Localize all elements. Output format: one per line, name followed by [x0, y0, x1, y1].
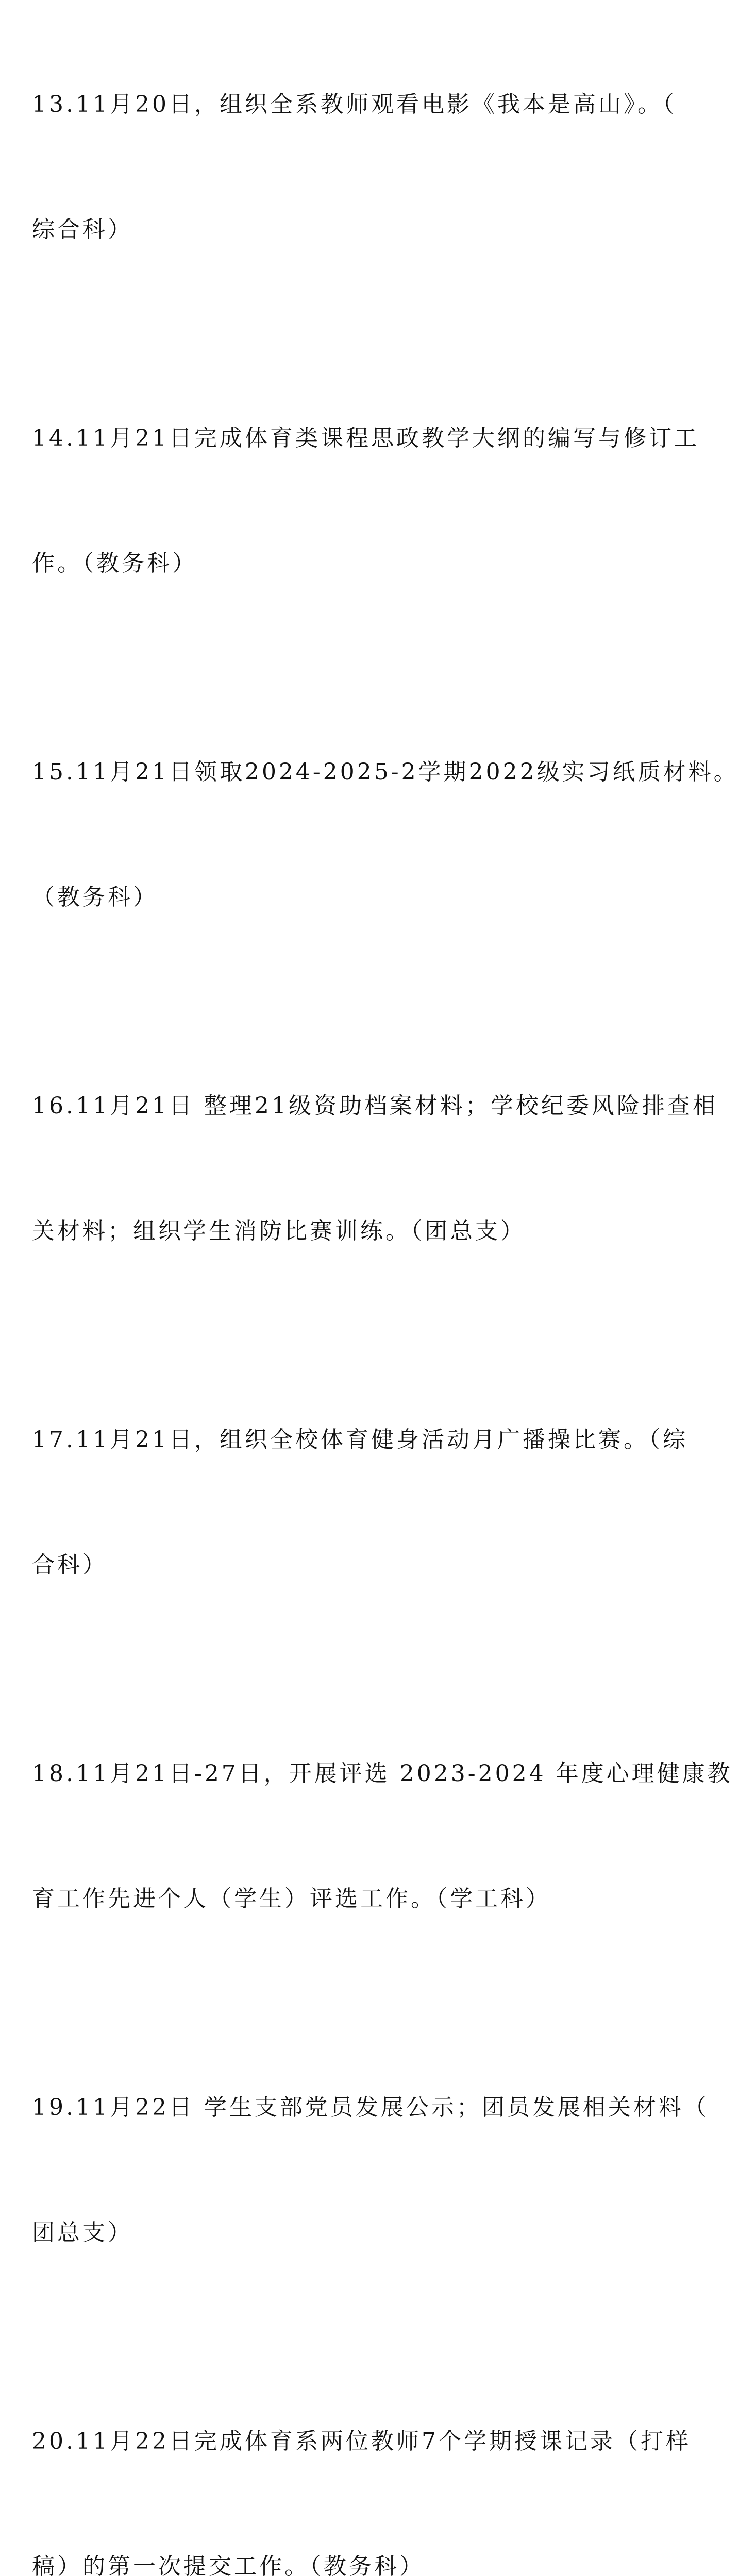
- list-item-14: [32, 334, 699, 668]
- item-line: 19.11月22日 学生支部党员发展公示；团员发展相关材料（: [32, 2094, 709, 2121]
- item-line: 稿）的第一次提交工作。（教务科）: [32, 2553, 425, 2576]
- list-item-15: [32, 668, 739, 1002]
- item-line: 17.11月21日，组织全校体育健身活动月广播操比赛。（综: [32, 1427, 688, 1453]
- item-line: 14.11月21日完成体育类课程思政教学大纲的编写与修订工: [32, 425, 699, 451]
- list-item-20: [32, 2337, 691, 2576]
- item-line: （教务科）: [32, 884, 158, 910]
- list-item-17: [32, 1335, 688, 1669]
- item-line: 13.11月20日，组织全系教师观看电影《我本是高山》。（: [32, 91, 677, 117]
- item-line: 15.11月21日领取2024-2025-2学期2022级实习纸质材料。: [32, 759, 739, 785]
- item-line: 20.11月22日完成体育系两位教师7个学期授课记录（打样: [32, 2428, 691, 2454]
- item-line: 16.11月21日 整理21级资助档案材料；学校纪委风险排查相: [32, 1093, 718, 1119]
- list-item-18: [32, 1669, 733, 2003]
- item-line: 关材料；组织学生消防比赛训练。（团总支）: [32, 1218, 526, 1244]
- document-page: [32, 0, 739, 2576]
- list-item-13: [32, 0, 677, 334]
- list-item-19: [32, 2003, 709, 2337]
- item-line: 作。（教务科）: [32, 550, 197, 577]
- item-line: 18.11月21日-27日，开展评选 2023-2024 年度心理健康教: [32, 1760, 733, 1787]
- item-line: 育工作先进个人（学生）评选工作。（学工科）: [32, 1886, 551, 1912]
- item-line: 团总支）: [32, 2219, 133, 2246]
- list-item-16: [32, 1002, 718, 1335]
- item-line: 合科）: [32, 1552, 108, 1578]
- item-line: 综合科）: [32, 216, 133, 243]
